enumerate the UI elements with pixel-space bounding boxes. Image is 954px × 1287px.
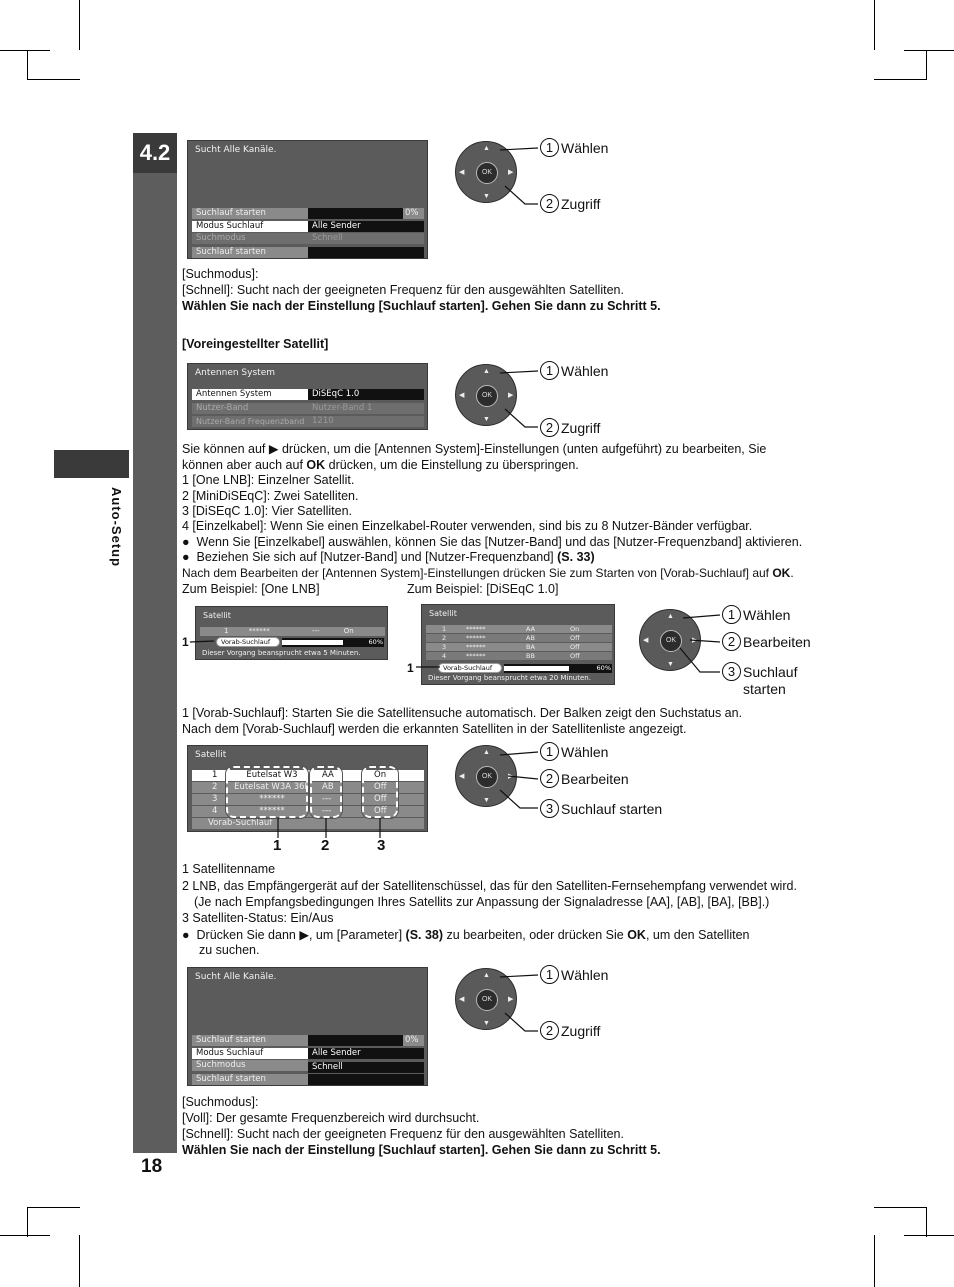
step-edit: 2 Bearbeiten [540,769,629,788]
vorab-suchlauf-row: Vorab-Suchlauf [192,818,424,829]
step-start-search: 3 Suchlauf starten [540,799,662,818]
satellite-name: ****** [466,652,486,660]
arrow-left-icon: ◀ [459,996,465,1003]
side-tab-label: Auto-Setup [109,487,124,568]
arrow-down-icon: ▼ [483,193,490,200]
bullet-line: ● Beziehen Sie sich auf [Nutzer-Band] und [Nutzer-Frequenzband] (S. 33) [182,550,595,564]
vorab-suchlauf-button: Vorab-Suchlauf [216,637,280,647]
step-select: 1 Wählen [540,742,608,761]
vorab-suchlauf-button: Vorab-Suchlauf [438,663,502,673]
satellite-lnb: --- [322,794,332,804]
satellite-status: Off [570,652,580,660]
arrow-right-icon: ▶ [508,392,514,399]
arrow-right-icon: ▶ [508,773,514,780]
text-line: [Schnell]: Sucht nach der geeigneten Frequenz für den ausgewählten Satelliten. [182,283,624,297]
menu-row-label: Suchmodus [192,233,308,244]
arrow-left-icon: ◀ [459,392,465,399]
text-line: [Schnell]: Sucht nach der geeigneten Frequenz für den ausgewählten Satelliten. [182,1127,624,1141]
text-line: [Suchmodus]: [182,267,259,281]
section-number: 4.2 [133,133,177,173]
satellite-status: On [570,625,580,633]
arrow-up-icon: ▲ [483,972,490,979]
arrow-left-icon: ◀ [459,773,465,780]
example-label: Zum Beispiel: [DiSEqC 1.0] [407,582,559,596]
text-line-bold: Wählen Sie nach der Einstellung [Suchlauf starten]. Gehen Sie dann zu Schritt 5. [182,1143,661,1157]
satellite-lnb: AA [526,625,536,633]
text-line: [Voll]: Der gesamte Frequenzbereich wird durchsucht. [182,1111,480,1125]
satellite-n: 3 [442,643,447,651]
satellite-n: 1 [442,625,447,633]
ok-button-icon: OK [476,385,498,407]
satellite-name: ****** [466,625,486,633]
step-start-search-cont: starten [743,681,786,697]
menu-row-label: Nutzer-Band Frequenzband [192,416,308,427]
satellite-status: Off [374,782,387,792]
satellite-n: 4 [212,806,218,816]
menu-row-value: Alle Sender [308,221,424,232]
satellite-status: Off [570,634,580,642]
step-select: 1 Wählen [722,605,790,624]
bullet-icon: ● [182,535,197,549]
satellite-n: 1 [212,770,218,780]
satellite-name: Eutelsat W3A 36E [234,782,310,792]
menu-row-label: Nutzer-Band [192,403,308,414]
text-line-bold: Wählen Sie nach der Einstellung [Suchlauf starten]. Gehen Sie dann zu Schritt 5. [182,299,661,313]
menu-row-value: 1210 [308,416,424,427]
ok-button-icon: OK [476,766,498,788]
progress-percent: 0% [403,208,424,219]
screen-title: Satellit [203,611,231,620]
satellite-lnb: AB [526,634,535,642]
text-line: können aber auch auf OK drücken, um die Einstellung zu überspringen. [182,458,579,472]
satellite-n: 3 [212,794,218,804]
screen-title: Sucht Alle Kanäle. [195,145,277,155]
menu-row-label: Suchlauf starten [192,208,308,219]
ok-button-icon: OK [476,989,498,1011]
step-select: 1 Wählen [540,138,608,157]
callout-number: 1 [273,837,282,854]
ok-button-icon: OK [660,630,682,652]
duration-note: Dieser Vorgang beansprucht etwa 5 Minuten. [202,649,361,657]
text-line: 2 LNB, das Empfängergerät auf der Satellitenschüssel, das für den Satelliten-Fernsehempfang verwendet wird. [182,879,797,893]
satellite-name: ****** [259,794,285,804]
arrow-left-icon: ◀ [459,169,465,176]
menu-row-label: Modus Suchlauf [192,1048,308,1059]
bullet-icon: ● [182,550,197,564]
satellite-row: 1 ****** --- On [200,627,385,636]
arrow-left-icon: ◀ [643,637,649,644]
progress-percent: 0% [403,1035,424,1046]
step-edit: 2 Bearbeiten [722,632,811,651]
menu-row-value: Schnell [308,233,424,244]
step-access: 2 Zugriff [540,1021,600,1040]
text-line: (Je nach Empfangsbedingungen Ihres Satellits zur Anpassung der Signaladresse [AA], [AB], [BA], [BB].) [194,895,770,909]
arrow-right-icon: ▶ [692,637,698,644]
step-select: 1 Wählen [540,965,608,984]
step-access: 2 Zugriff [540,418,600,437]
screen-title: Antennen System [195,368,275,378]
arrow-up-icon: ▲ [483,749,490,756]
satellite-n: 2 [442,634,447,642]
text-line: Sie können auf ▶ drücken, um die [Antennen System]-Einstellungen (unten aufgeführt) zu bearbeiten, Sie [182,442,767,456]
menu-row-label: Suchlauf starten [192,247,308,258]
text-line: 1 [Vorab-Suchlauf]: Starten Sie die Satellitensuche automatisch. Der Balken zeigt den Suchstatus an. [182,706,743,720]
callout-number: 3 [377,837,386,854]
text-line: zu suchen. [199,943,260,957]
satellite-lnb: --- [322,806,332,816]
satellite-name: ****** [466,643,486,651]
menu-row-value: DiSEqC 1.0 [308,389,424,400]
satellite-n: 2 [212,782,218,792]
satellite-name: Eutelsat W3 [246,770,298,780]
menu-row-label: Suchlauf starten [192,1035,308,1046]
text-line: [Suchmodus]: [182,1095,259,1109]
satellite-status: Off [570,643,580,651]
step-start-search: 3 Suchlauf [722,662,797,681]
satellite-n: 4 [442,652,447,660]
satellite-name: ****** [259,806,285,816]
satellite-lnb: BB [526,652,535,660]
menu-row-value: Alle Sender [308,1048,424,1059]
example-label: Zum Beispiel: [One LNB] [182,582,320,596]
menu-row-label: Suchlauf starten [192,1074,308,1085]
arrow-up-icon: ▲ [483,368,490,375]
text-line: Nach dem Bearbeiten der [Antennen System]-Einstellungen drücken Sie zum Starten von [Vorab-Suchlauf] auf OK. [182,566,794,580]
arrow-down-icon: ▼ [667,661,674,668]
text-line: 3 Satelliten-Status: Ein/Aus [182,911,334,925]
arrow-up-icon: ▲ [483,145,490,152]
menu-row-label: Antennen System [192,389,308,400]
menu-row-value: Schnell [308,1062,424,1073]
satellite-lnb: BA [526,643,535,651]
text-line: Nach dem [Vorab-Suchlauf] werden die erkannten Satelliten in der Satellitenliste angezeigt. [182,722,687,736]
duration-note: Dieser Vorgang beansprucht etwa 20 Minuten. [428,674,591,682]
text-line: 4 [Einzelkabel]: Wenn Sie einen Einzelkabel-Router verwenden, sind bis zu 8 Nutzer-Bänder verfügbar. [182,519,753,533]
callout-number: 1 [407,661,414,675]
section-heading: [Voreingestellter Satellit] [182,337,329,351]
arrow-up-icon: ▲ [667,613,674,620]
text-line: 1 Satellitenname [182,862,276,876]
satellite-lnb: AA [322,770,334,780]
ok-button-icon: OK [476,162,498,184]
arrow-down-icon: ▼ [483,797,490,804]
play-right-icon: ▶ [299,928,309,942]
progress-bar: 60% [282,638,384,647]
screen-title: Sucht Alle Kanäle. [195,972,277,982]
screen-title: Satellit [429,609,457,618]
screen-title: Satellit [195,750,227,760]
satellite-status: On [374,770,387,780]
satellite-status: Off [374,806,387,816]
progress-bar: 60% [504,664,612,673]
text-line: 2 [MiniDiSEqC]: Zwei Satelliten. [182,489,359,503]
callout-number: 1 [182,635,189,649]
bullet-line: ● Wenn Sie [Einzelkabel] auswählen, können Sie das [Nutzer-Band] und das [Nutzer-Frequenzband] aktivieren. [182,535,803,549]
satellite-status: Off [374,794,387,804]
step-access: 2 Zugriff [540,194,600,213]
arrow-down-icon: ▼ [483,416,490,423]
arrow-down-icon: ▼ [483,1020,490,1027]
page-number: 18 [141,1156,163,1177]
bullet-icon: ● [182,928,197,942]
text-line: 3 [DiSEqC 1.0]: Vier Satelliten. [182,504,352,518]
arrow-right-icon: ▶ [508,996,514,1003]
menu-row-label: Modus Suchlauf [192,221,308,232]
satellite-lnb: AB [322,782,334,792]
step-select: 1 Wählen [540,361,608,380]
callout-number: 2 [321,837,330,854]
satellite-name: ****** [466,634,486,642]
menu-row-value: Nutzer-Band 1 [308,403,424,414]
text-line: 1 [One LNB]: Einzelner Satellit. [182,473,355,487]
bullet-line: ● Drücken Sie dann ▶, um [Parameter] (S. 38) zu bearbeiten, oder drücken Sie OK, um den Satelliten [182,928,750,942]
arrow-right-icon: ▶ [508,169,514,176]
menu-row-label: Suchmodus [192,1060,308,1071]
play-right-icon: ▶ [268,442,279,456]
